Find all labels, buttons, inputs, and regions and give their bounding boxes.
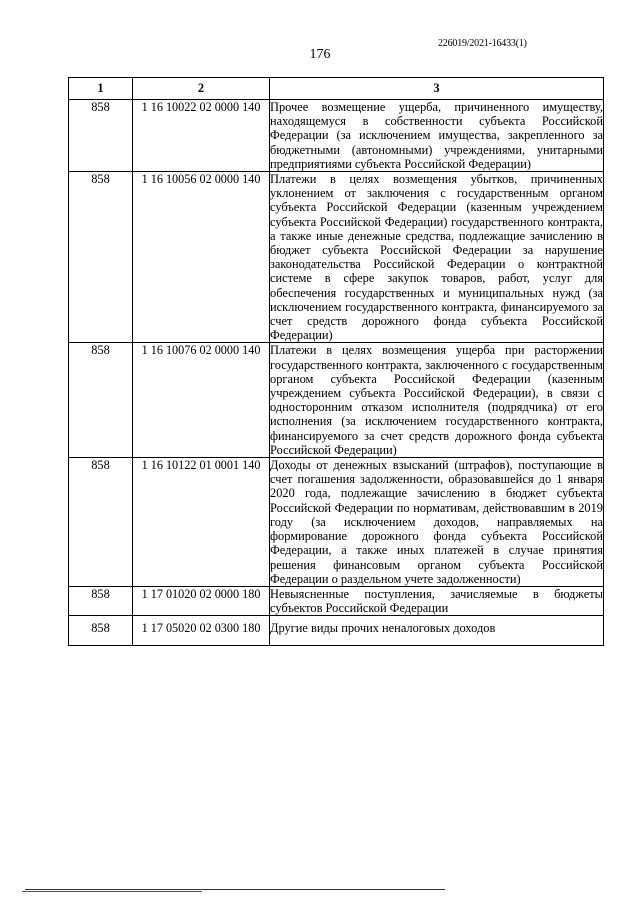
column-header-1: 1 [69,78,133,100]
description-cell: Другие виды прочих неналоговых доходов [270,616,604,645]
description-cell: Платежи в целях возмещения ущерба при расторжении государственного контракта, заключенного с государственным органом субъекта Российской Федерации (казенным учреждением субъекта Российской Федерации), в связи с односторонним отказом исполнителя (подрядчика) от его исполнения (за исключением государственного контракта, финансируемого за счет средств дорожного фонда субъекта Российской Федерации) [270,343,603,457]
table-row [69,343,604,458]
column-header-2: 2 [133,78,270,100]
kbk-code-cell: 1 16 10122 01 0001 140 [133,458,270,587]
footer-rule-secondary [22,891,202,892]
admin-code-cell: 858 [69,458,133,587]
table-row [69,458,604,587]
description-cell: Доходы от денежных взысканий (штрафов), поступающие в счет погашения задолженности, образовавшейся до 1 января 2020 года, подлежащие зачислению в бюджет субъекта Российской Федерации по нормативам, действовавшим в 2019 году (за исключением доходов, направляемых на формирование дорожного фонда субъекта Российской Федерации, а также иных платежей в случае принятия решения финансовым органом субъекта Российской Федерации о раздельном учете задолженности) [270,458,603,586]
page-number: 176 [309,47,331,62]
admin-code-cell: 858 [69,100,133,172]
kbk-code-cell: 1 16 10022 02 0000 140 [133,100,270,172]
table-row [69,616,604,645]
footer-rule [25,889,445,890]
document-registration-number: 226019/2021-16433(1) [438,38,527,49]
kbk-code-cell: 1 16 10056 02 0000 140 [133,172,270,343]
admin-code-cell: 858 [69,586,133,615]
admin-code-cell: 858 [69,616,133,645]
kbk-code-cell: 1 17 01020 02 0000 180 [133,586,270,615]
column-header-3: 3 [270,78,604,100]
table-header-row [69,78,604,100]
revenue-codes-table [68,77,604,646]
description-cell: Платежи в целях возмещения убытков, причиненных уклонением от заключения с государственным органом субъекта Российской Федерации (казенным учреждением субъекта Российской Федерации) государственного контракта, а также иные денежные средства, подлежащие зачислению в бюджет субъекта Российской Федерации за нарушение законодательства Российской Федерации о контрактной системе в сфере закупок товаров, работ, услуг для обеспечения государственных и муниципальных нужд (за исключением государственного контракта, финансируемого за счет средств дорожного фонда субъекта Российской Федерации) [270,172,603,343]
kbk-code-cell: 1 17 05020 02 0300 180 [133,616,270,645]
kbk-code-cell: 1 16 10076 02 0000 140 [133,343,270,458]
admin-code-cell: 858 [69,172,133,343]
admin-code-cell: 858 [69,343,133,458]
table-row [69,586,604,615]
description-cell: Прочее возмещение ущерба, причиненного имуществу, находящемуся в собственности субъекта Российской Федерации (за исключением имущества, закрепленного за бюджетными (автономными) учреждениями, унитарными предприятиями субъекта Российской Федерации) [270,100,603,171]
table-row [69,100,604,172]
table-row [69,172,604,343]
description-cell: Невыясненные поступления, зачисляемые в бюджеты субъектов Российской Федерации [270,586,603,616]
